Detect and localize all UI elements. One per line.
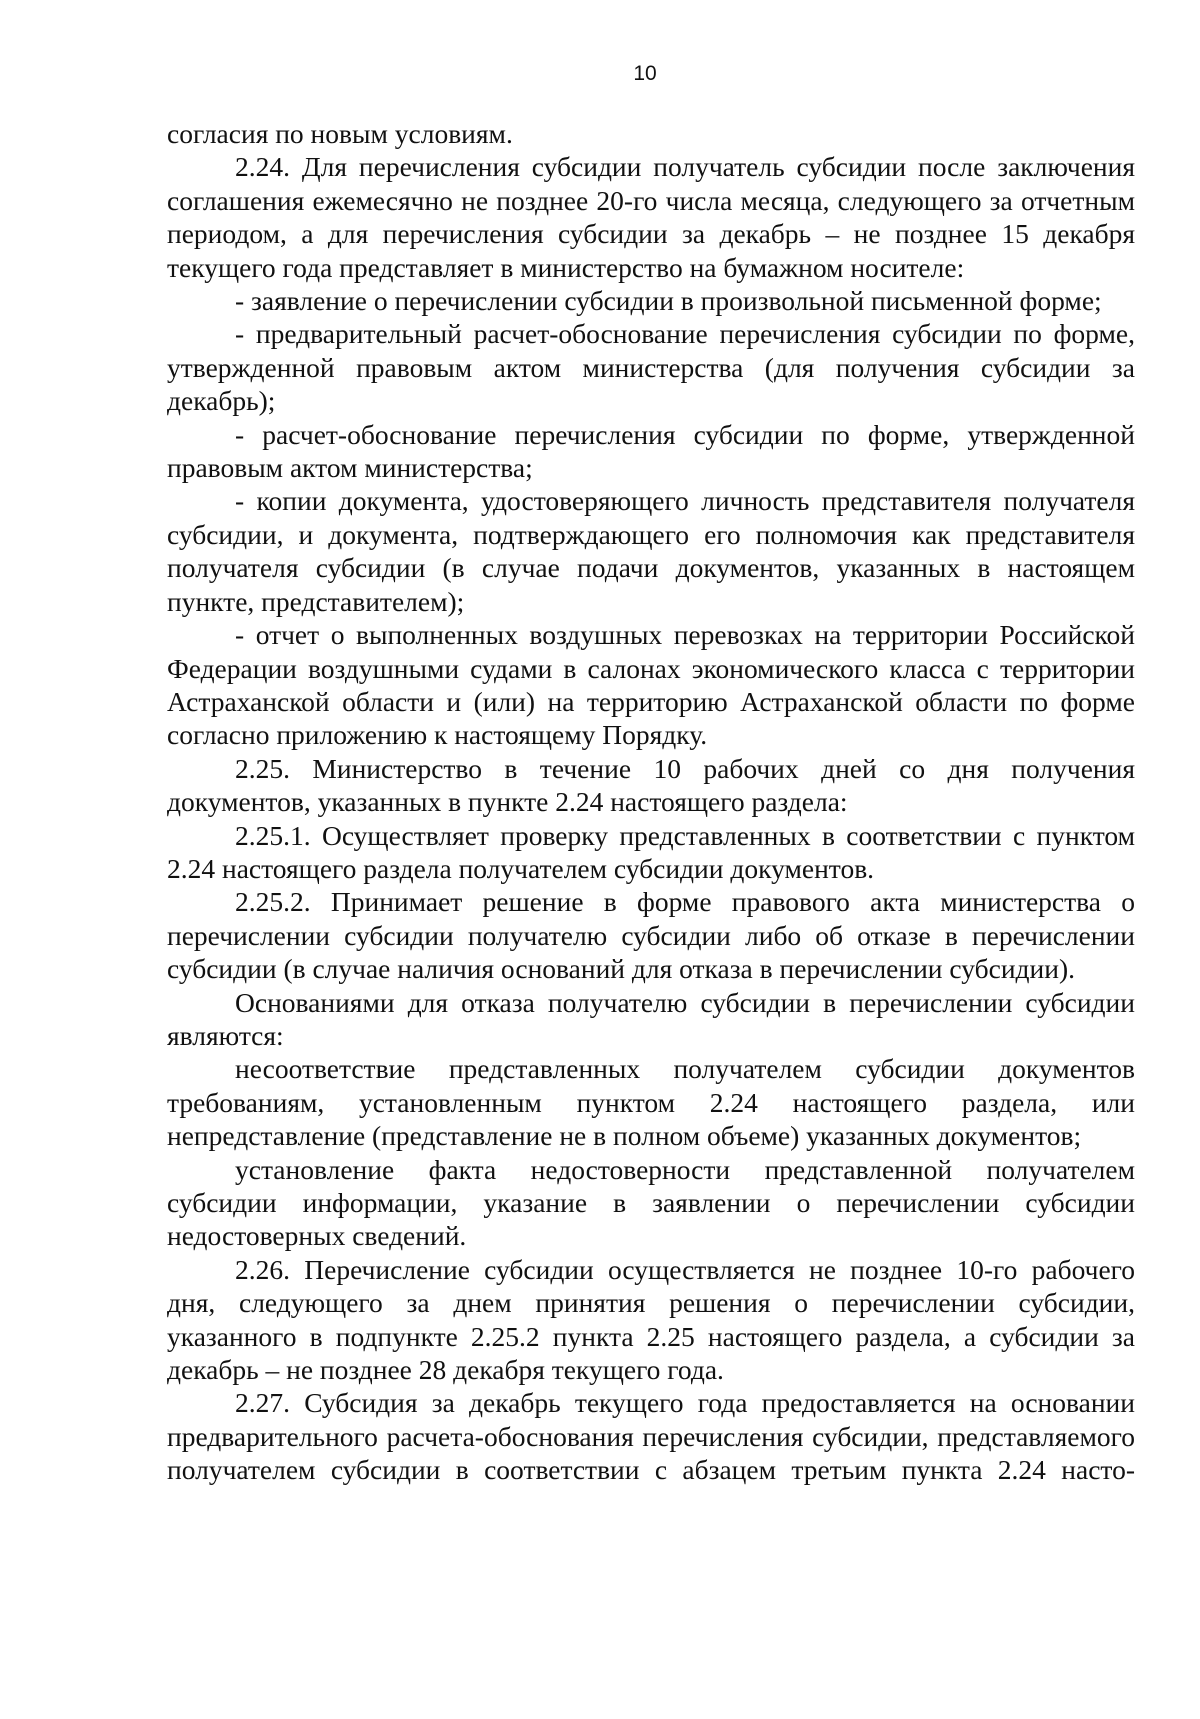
list-item-calculation: - расчет-обоснование перечисления субсидии по форме, утвержденной правовым актом министерства; — [167, 418, 1135, 484]
paragraph-2-25: 2.25. Министерство в течение 10 рабочих дней со дня получения документов, указанных в пункте 2.24 настоящего раздела: — [167, 752, 1135, 818]
list-item-application: - заявление о перечислении субсидии в произвольной письменной форме; — [235, 285, 1102, 317]
refusal-ground-unreliability: установление факта недостоверности представленной получателем субсидии информации, указание в заявлении о перечислении субсидии недостоверных сведений. — [167, 1153, 1135, 1252]
paragraph-2-25-1: 2.25.1. Осуществляет проверку представленных в соответствии с пунктом 2.24 настоящего раздела получателем субсидии документов. — [167, 819, 1135, 884]
list-item-preliminary-calculation: - предварительный расчет-обоснование перечисления субсидии по форме, утвержденной правовым актом министерства (для получения субсидии за декабрь); — [167, 318, 1135, 417]
paragraph-2-26: 2.26. Перечисление субсидии осуществляется не позднее 10-го рабочего дня, следующего за днем принятия решения о перечислении субсидии, указанного в подпункте 2.25.2 пункта 2.25 настоящего раздела, а субсидии за декабрь – не позднее 28 декабря текущего года. — [167, 1253, 1135, 1386]
document-body — [167, 117, 1135, 1487]
paragraph-2-27: 2.27. Субсидия за декабрь текущего года предоставляется на основании предварительного расчета-обоснования перечисления субсидии, представляемого получателем субсидии в соответствии с абзацем третьим пункта 2.24 насто- — [167, 1387, 1135, 1486]
paragraph-refusal-grounds: Основаниями для отказа получателю субсидии в перечислении субсидии являются: — [167, 986, 1135, 1051]
list-item-flight-report: - отчет о выполненных воздушных перевозках на территории Российской Федерации воздушными судами в салонах экономического класса с территории Астраханской области и (или) на территорию Астраханской области по форме согласно приложению к настоящему Порядку. — [167, 619, 1135, 751]
page-number: 10 — [633, 62, 657, 85]
list-item-identity-copies: - копии документа, удостоверяющего личность представителя получателя субсидии, и документа, подтверждающего его полномочия как представителя получателя субсидии (в случае подачи документов, указанных в настоящем пункте, представителем); — [167, 485, 1135, 617]
paragraph-2-24: 2.24. Для перечисления субсидии получатель субсидии после заключения соглашения ежемесячно не позднее 20-го числа месяца, следующего за отчетным периодом, а для перечисления субсидии за декабрь – не позднее 15 декабря текущего года представляет в министерство на бумажном носителе: — [167, 151, 1135, 283]
paragraph-2-25-2: 2.25.2. Принимает решение в форме правового акта министерства о перечислении субсидии получателю субсидии либо об отказе в перечислении субсидии (в случае наличия оснований для отказа в перечислении субсидии). — [167, 886, 1135, 985]
paragraph-continuation: согласия по новым условиям. — [167, 118, 513, 149]
refusal-ground-nonconformity: несоответствие представленных получателем субсидии документов требованиям, установленным пунктом 2.24 настоящего раздела, или непредставление (представление не в полном объеме) указанных документов; — [167, 1053, 1135, 1152]
